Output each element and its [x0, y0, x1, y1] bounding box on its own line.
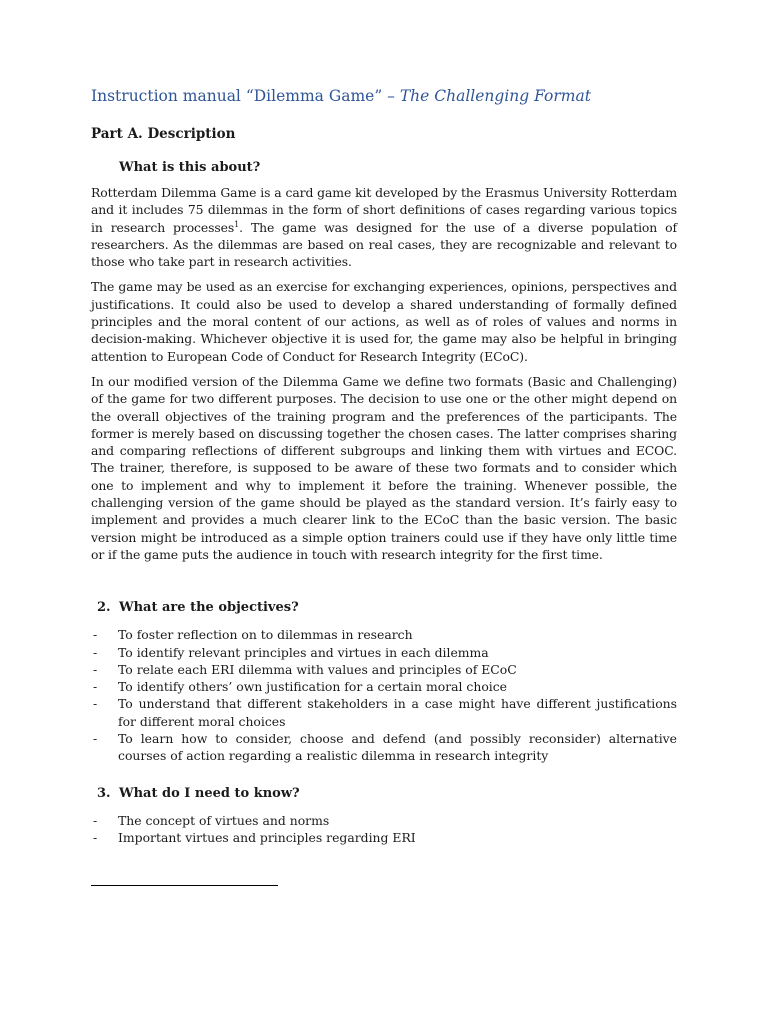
- objectives-number: 2.: [97, 600, 111, 616]
- paragraph-3: In our modified version of the Dilemma Game we define two formats (Basic and Challenging) of the game for two different purposes. The decision to use one or the other might depend on the overall objectives of the training program and the preferences of the participants. The former is merely based on discussing together the chosen cases. The latter comprises sharing and comparing reflections of different subgroups and linking them with virtues and ECOC. The trainer, therefore, is supposed to be aware of these two formats and to consider which one to implement and why to implement it before the training. Whenever possible, the challenging version of the game should be played as the standard version. It’s fairly easy to implement and provides a much clearer link to the ECoC than the basic version. The basic version might be introduced as a simple option trainers could use if they have only little time or if the game puts the audience in touch with research integrity for the first time.: [91, 373, 677, 562]
- list-item: - The concept of virtues and norms: [93, 812, 330, 828]
- list-item: - To relate each ERI dilemma with values and principles of ECoC: [93, 661, 517, 677]
- list-item: - To understand that different stakeholders in a case might have different justifications for different moral choices: [93, 696, 677, 729]
- paragraph-2: The game may be used as an exercise for exchanging experiences, opinions, perspectives and justifications. It could also be used to develop a shared understanding of formally defined principles and the moral content of our actions, as well as of roles of values and norms in decision-making. Whichever objective it is used for, the game may also be helpful in bringing attention to European Code of Conduct for Research Integrity (ECoC).: [91, 279, 677, 364]
- paragraph-1: [91, 184, 677, 270]
- need-to-know-heading: [91, 785, 677, 802]
- paragraph-1-text-cont: . The game was designed for the use of a diverse population of researchers. As the dilemmas are based on real cases, they are recognizable and relevant to those who take part in research activities.: [91, 219, 677, 270]
- need-to-know-title: What do I need to know?: [119, 785, 300, 801]
- footnote-ref-1[interactable]: 1: [234, 219, 240, 229]
- objectives-title: What are the objectives?: [119, 600, 299, 616]
- list-item: - To identify relevant principles and virtues in each dilemma: [93, 644, 489, 660]
- need-to-know-number: 3.: [97, 785, 111, 801]
- list-item: - To learn how to consider, choose and defend (and possibly reconsider) alternative courses of action regarding a realistic dilemma in research integrity: [93, 731, 677, 764]
- part-a-heading: Part A. Description: [91, 126, 236, 142]
- list-item: - To foster reflection on to dilemmas in research: [93, 627, 413, 643]
- footnote-separator: [91, 885, 278, 886]
- title-main: Instruction manual “Dilemma Game” –: [91, 87, 400, 105]
- document-title: [91, 85, 677, 107]
- list-item: - Important virtues and principles regarding ERI: [93, 829, 416, 845]
- objectives-heading: [91, 599, 677, 616]
- objectives-list: [91, 626, 677, 764]
- what-is-this-about-heading: What is this about?: [119, 160, 261, 175]
- paragraph-1-text: Rotterdam Dilemma Game is a card game kit developed by the Erasmus University Rotterdam and it includes 75 dilemmas in the form of short definitions of cases regarding various topics in research processes: [91, 185, 677, 235]
- list-item: - To identify others’ own justification for a certain moral choice: [93, 679, 508, 695]
- title-italic: The Challenging Format: [399, 87, 591, 105]
- need-to-know-list: [91, 812, 677, 847]
